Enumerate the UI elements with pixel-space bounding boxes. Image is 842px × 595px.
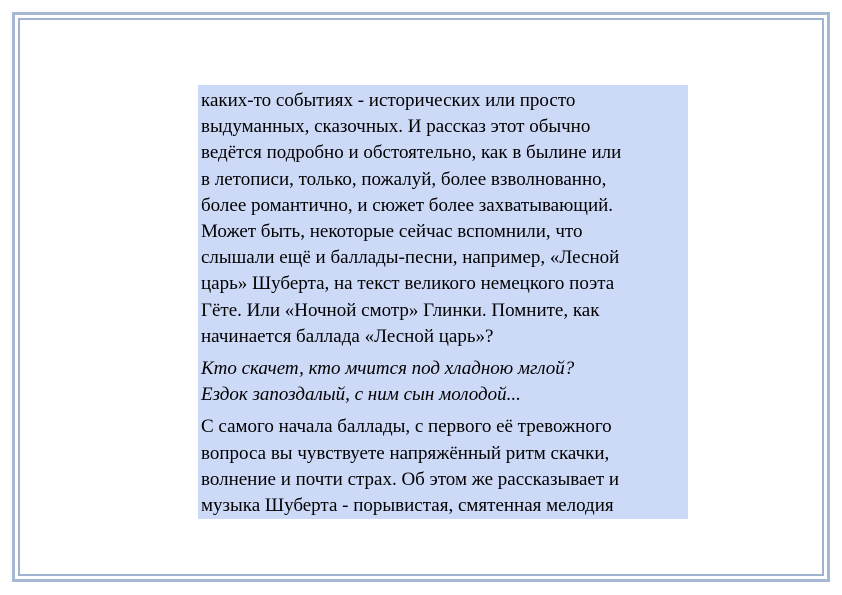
poem-line: Ездок запоздалый, с ним сын молодой... [201, 384, 521, 406]
text-line: царь» Шуберта, на текст великого немецкого поэта [201, 273, 615, 295]
text-line: выдуманных, сказочных. И рассказ этот обычно [201, 116, 591, 138]
text-block [198, 85, 688, 519]
text-line: в летописи, только, пожалуй, более взволнованно, [201, 168, 607, 190]
text-line: слышали ещё и баллады-песни, например, «Лесной [201, 247, 620, 269]
text-line: каких-то событиях - исторических или просто [201, 90, 576, 111]
text-line: вопроса вы чувствуете напряжённый ритм скачки, [201, 442, 610, 464]
text-line: ведётся подробно и обстоятельно, как в былине или [201, 142, 622, 164]
text-line: музыка Шуберта - порывистая, смятенная мелодия [201, 495, 614, 517]
poem-quote [201, 356, 684, 408]
text-line: Может быть, некоторые сейчас вспомнили, что [201, 221, 583, 243]
text-line: Гёте. Или «Ночной смотр» Глинки. Помните, как [201, 299, 600, 321]
text-line: более романтично, и сюжет более захватывающий. [201, 194, 614, 216]
paragraph-3 [201, 414, 684, 519]
text-line: начинается баллада «Лесной царь»? [201, 325, 494, 347]
poem-line: Кто скачет, кто мчится под хладною мглой? [201, 358, 575, 380]
paragraph-1 [201, 88, 684, 350]
text-line: волнение и почти страх. Об этом же рассказывает и [201, 468, 620, 490]
text-line: С самого начала баллады, с первого её тревожного [201, 416, 612, 438]
